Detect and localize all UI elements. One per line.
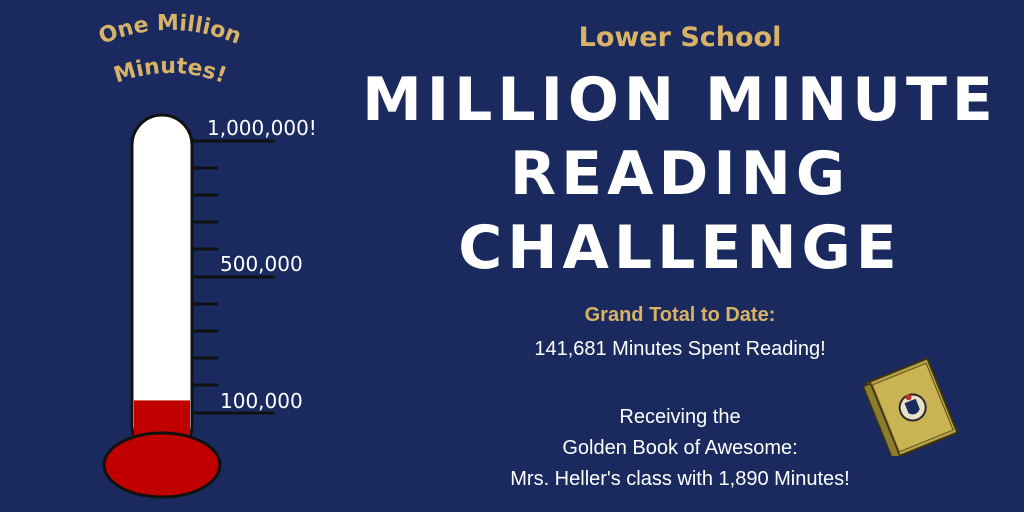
thermometer-ticks (192, 141, 275, 413)
golden-book-icon (856, 356, 966, 456)
one-million-minutes-badge (60, 0, 280, 110)
badge-line-2: Minutes! (110, 53, 230, 89)
grand-total-label: Grand Total to Date: (584, 304, 776, 326)
svg-text:One Million (95, 11, 244, 50)
badge-line-1: One Million (95, 10, 245, 50)
tick-label-1000000: 1,000,000! (207, 116, 317, 140)
award-line-3: Mrs. Heller's class with 1,890 Minutes! (510, 468, 850, 490)
headline-line-3: CHALLENGE (458, 213, 902, 283)
svg-text:Minutes! (111, 54, 230, 89)
award-line-2: Golden Book of Awesome: (562, 437, 798, 459)
thermometer-icon (100, 110, 340, 505)
headline-line-2: READING (509, 139, 851, 209)
subtitle: Lower School (578, 22, 782, 53)
thermometer-neck (134, 440, 190, 470)
grand-total-value: 141,681 Minutes Spent Reading! (534, 338, 826, 360)
tick-label-500000: 500,000 (220, 252, 303, 276)
award-line-1: Receiving the (619, 406, 741, 428)
headline-line-1: MILLION MINUTE (362, 65, 998, 135)
tick-label-100000: 100,000 (220, 389, 303, 413)
